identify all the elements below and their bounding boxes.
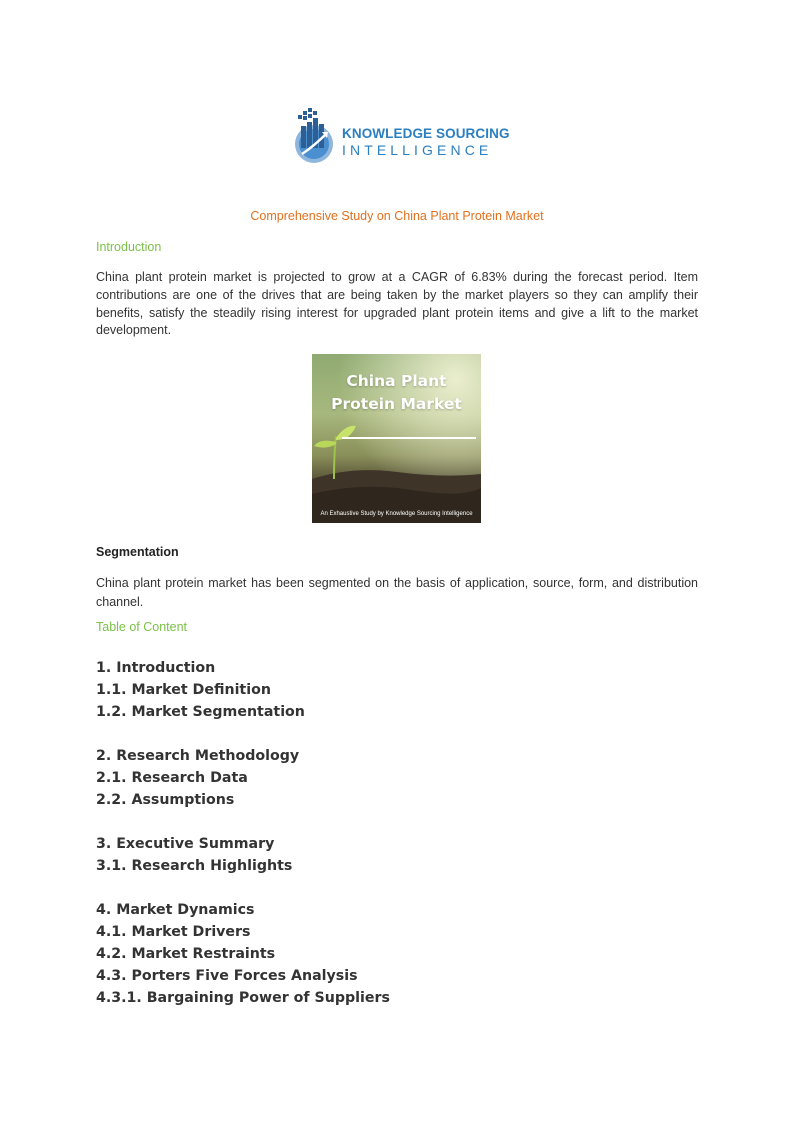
toc-item: 2. Research Methodology [96,748,300,764]
segmentation-heading: Segmentation [96,545,179,559]
toc-item: 1.1. Market Definition [96,682,271,698]
document-title: Comprehensive Study on China Plant Protein Market [250,209,544,223]
cover-divider [342,437,476,439]
toc-item: 4. Market Dynamics [96,902,255,918]
toc-item: 3.1. Research Highlights [96,858,293,874]
toc-heading: Table of Content [96,620,188,634]
market-cover-image [312,354,481,523]
table-of-contents [96,657,390,1009]
toc-item: 1.2. Market Segmentation [96,704,305,720]
toc-item: 4.3.1. Bargaining Power of Suppliers [96,990,390,1006]
toc-item: 1. Introduction [96,660,216,676]
toc-item: 4.1. Market Drivers [96,924,251,940]
toc-item: 4.3. Porters Five Forces Analysis [96,968,358,984]
introduction-heading: Introduction [96,240,162,254]
introduction-paragraph: China plant protein market is projected to grow at a CAGR of 6.83% during the forecast period. Item contributions are one of the drives that are being taken by the market players so they can amplify their benefits, satisfy the steadily rising interest for upgraded plant protein items and give a lift to the market development. [96,270,698,338]
cover-title: China Plant Protein Market [331,372,462,413]
cover-caption: An Exhaustive Study by Knowledge Sourcing Intelligence [320,511,473,517]
toc-item: 3. Executive Summary [96,836,275,852]
logo-mark-icon [292,106,336,166]
logo-text-line2: INTELLIGENCE [342,142,493,158]
segmentation-paragraph: China plant protein market has been segmented on the basis of application, source, form, and distribution channel. [96,576,698,609]
toc-item: 2.2. Assumptions [96,792,235,808]
toc-item: 2.1. Research Data [96,770,248,786]
company-logo [292,106,510,166]
toc-item: 4.2. Market Restraints [96,946,276,962]
logo-text-line1: KNOWLEDGE SOURCING [342,126,510,141]
